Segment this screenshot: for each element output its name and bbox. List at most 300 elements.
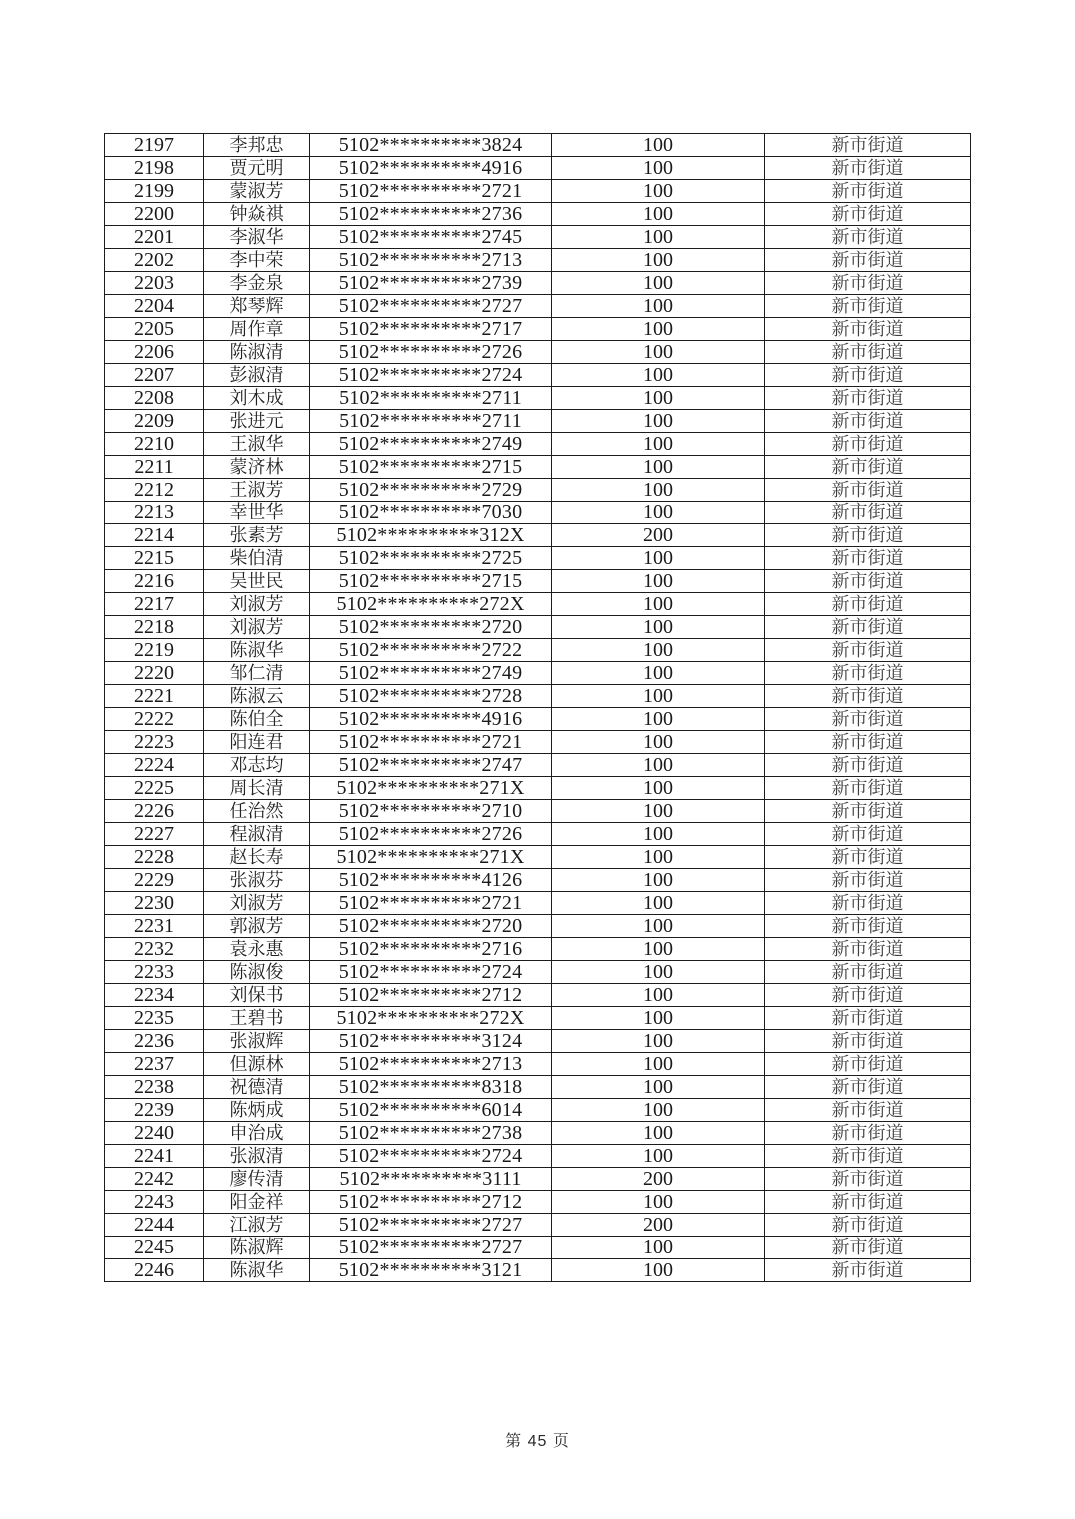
cell-no: 2228 xyxy=(105,846,204,869)
table-row xyxy=(105,1098,971,1121)
table-row xyxy=(105,179,971,202)
cell-id: 5102**********2715 xyxy=(310,455,552,478)
cell-amount: 100 xyxy=(552,800,765,823)
cell-id: 5102**********2745 xyxy=(310,225,552,248)
cell-name: 李淑华 xyxy=(204,225,310,248)
table-row xyxy=(105,685,971,708)
table-row xyxy=(105,891,971,914)
table-row xyxy=(105,823,971,846)
cell-no: 2202 xyxy=(105,248,204,271)
cell-no: 2226 xyxy=(105,800,204,823)
cell-id: 5102**********271X xyxy=(310,777,552,800)
table-row xyxy=(105,846,971,869)
cell-amount: 100 xyxy=(552,937,765,960)
cell-name: 王淑芳 xyxy=(204,478,310,501)
cell-no: 2209 xyxy=(105,409,204,432)
cell-no: 2198 xyxy=(105,156,204,179)
cell-amount: 100 xyxy=(552,386,765,409)
cell-name: 陈伯全 xyxy=(204,708,310,731)
cell-name: 王碧书 xyxy=(204,1006,310,1029)
cell-district: 新市街道 xyxy=(765,800,971,823)
table-row xyxy=(105,1259,971,1282)
cell-amount: 100 xyxy=(552,1190,765,1213)
cell-name: 周长清 xyxy=(204,777,310,800)
cell-no: 2223 xyxy=(105,731,204,754)
table-row xyxy=(105,248,971,271)
cell-amount: 100 xyxy=(552,363,765,386)
cell-district: 新市街道 xyxy=(765,1190,971,1213)
cell-amount: 100 xyxy=(552,616,765,639)
cell-district: 新市街道 xyxy=(765,823,971,846)
cell-amount: 100 xyxy=(552,593,765,616)
cell-name: 申治成 xyxy=(204,1121,310,1144)
cell-id: 5102**********2712 xyxy=(310,983,552,1006)
cell-district: 新市街道 xyxy=(765,960,971,983)
cell-name: 彭淑清 xyxy=(204,363,310,386)
cell-name: 廖传清 xyxy=(204,1167,310,1190)
cell-no: 2224 xyxy=(105,754,204,777)
table-row xyxy=(105,1052,971,1075)
cell-amount: 100 xyxy=(552,754,765,777)
cell-district: 新市街道 xyxy=(765,1259,971,1282)
cell-name: 邹仁清 xyxy=(204,662,310,685)
table-row xyxy=(105,202,971,225)
cell-id: 5102**********271X xyxy=(310,846,552,869)
table-row xyxy=(105,1075,971,1098)
cell-district: 新市街道 xyxy=(765,317,971,340)
cell-district: 新市街道 xyxy=(765,248,971,271)
cell-id: 5102**********3121 xyxy=(310,1259,552,1282)
cell-no: 2219 xyxy=(105,639,204,662)
cell-no: 2208 xyxy=(105,386,204,409)
cell-district: 新市街道 xyxy=(765,1006,971,1029)
cell-district: 新市街道 xyxy=(765,363,971,386)
cell-no: 2227 xyxy=(105,823,204,846)
cell-no: 2234 xyxy=(105,983,204,1006)
cell-amount: 100 xyxy=(552,271,765,294)
cell-name: 钟焱祺 xyxy=(204,202,310,225)
table-row xyxy=(105,409,971,432)
cell-id: 5102**********3124 xyxy=(310,1029,552,1052)
cell-district: 新市街道 xyxy=(765,271,971,294)
cell-amount: 100 xyxy=(552,179,765,202)
cell-no: 2215 xyxy=(105,547,204,570)
cell-no: 2220 xyxy=(105,662,204,685)
cell-district: 新市街道 xyxy=(765,478,971,501)
cell-name: 刘保书 xyxy=(204,983,310,1006)
cell-no: 2216 xyxy=(105,570,204,593)
cell-name: 任治然 xyxy=(204,800,310,823)
cell-id: 5102**********2721 xyxy=(310,891,552,914)
table-row xyxy=(105,363,971,386)
cell-id: 5102**********272X xyxy=(310,593,552,616)
cell-amount: 200 xyxy=(552,1213,765,1236)
cell-id: 5102**********8318 xyxy=(310,1075,552,1098)
cell-district: 新市街道 xyxy=(765,914,971,937)
cell-amount: 100 xyxy=(552,1029,765,1052)
cell-amount: 100 xyxy=(552,340,765,363)
cell-district: 新市街道 xyxy=(765,202,971,225)
table-row xyxy=(105,156,971,179)
cell-district: 新市街道 xyxy=(765,937,971,960)
table-row xyxy=(105,983,971,1006)
cell-no: 2199 xyxy=(105,179,204,202)
cell-id: 5102**********2717 xyxy=(310,317,552,340)
cell-no: 2235 xyxy=(105,1006,204,1029)
cell-amount: 200 xyxy=(552,1167,765,1190)
cell-id: 5102**********2725 xyxy=(310,547,552,570)
cell-amount: 100 xyxy=(552,156,765,179)
cell-id: 5102**********2711 xyxy=(310,409,552,432)
cell-name: 李邦忠 xyxy=(204,134,310,157)
cell-no: 2210 xyxy=(105,432,204,455)
cell-district: 新市街道 xyxy=(765,846,971,869)
cell-no: 2221 xyxy=(105,685,204,708)
cell-id: 5102**********6014 xyxy=(310,1098,552,1121)
table-row xyxy=(105,524,971,547)
cell-amount: 100 xyxy=(552,685,765,708)
cell-id: 5102**********312X xyxy=(310,524,552,547)
table-row xyxy=(105,271,971,294)
cell-name: 袁永惠 xyxy=(204,937,310,960)
cell-no: 2245 xyxy=(105,1236,204,1259)
cell-no: 2246 xyxy=(105,1259,204,1282)
cell-id: 5102**********2724 xyxy=(310,363,552,386)
cell-amount: 100 xyxy=(552,1098,765,1121)
cell-no: 2236 xyxy=(105,1029,204,1052)
cell-no: 2213 xyxy=(105,501,204,524)
table-row xyxy=(105,432,971,455)
cell-amount: 100 xyxy=(552,708,765,731)
cell-name: 张素芳 xyxy=(204,524,310,547)
table-row xyxy=(105,1190,971,1213)
cell-name: 刘木成 xyxy=(204,386,310,409)
cell-no: 2242 xyxy=(105,1167,204,1190)
table-row xyxy=(105,800,971,823)
cell-amount: 100 xyxy=(552,777,765,800)
cell-name: 江淑芳 xyxy=(204,1213,310,1236)
cell-id: 5102**********2724 xyxy=(310,960,552,983)
records-table-body xyxy=(105,134,971,1282)
cell-amount: 100 xyxy=(552,317,765,340)
cell-district: 新市街道 xyxy=(765,869,971,892)
cell-id: 5102**********2726 xyxy=(310,340,552,363)
table-row xyxy=(105,1029,971,1052)
cell-no: 2237 xyxy=(105,1052,204,1075)
cell-district: 新市街道 xyxy=(765,294,971,317)
cell-name: 郭淑芳 xyxy=(204,914,310,937)
cell-district: 新市街道 xyxy=(765,1029,971,1052)
cell-name: 张淑辉 xyxy=(204,1029,310,1052)
cell-amount: 100 xyxy=(552,869,765,892)
cell-amount: 100 xyxy=(552,1236,765,1259)
cell-name: 赵长寿 xyxy=(204,846,310,869)
cell-amount: 100 xyxy=(552,455,765,478)
cell-district: 新市街道 xyxy=(765,547,971,570)
cell-amount: 100 xyxy=(552,134,765,157)
table-row xyxy=(105,1006,971,1029)
cell-district: 新市街道 xyxy=(765,983,971,1006)
cell-no: 2214 xyxy=(105,524,204,547)
cell-id: 5102**********2749 xyxy=(310,662,552,685)
cell-name: 阳连君 xyxy=(204,731,310,754)
cell-id: 5102**********7030 xyxy=(310,501,552,524)
cell-district: 新市街道 xyxy=(765,754,971,777)
table-row xyxy=(105,754,971,777)
cell-amount: 100 xyxy=(552,1006,765,1029)
table-row xyxy=(105,777,971,800)
table-row xyxy=(105,317,971,340)
cell-district: 新市街道 xyxy=(765,1052,971,1075)
cell-no: 2206 xyxy=(105,340,204,363)
cell-id: 5102**********2727 xyxy=(310,1213,552,1236)
table-row xyxy=(105,570,971,593)
cell-id: 5102**********4916 xyxy=(310,156,552,179)
cell-district: 新市街道 xyxy=(765,891,971,914)
cell-name: 幸世华 xyxy=(204,501,310,524)
cell-district: 新市街道 xyxy=(765,501,971,524)
cell-name: 刘淑芳 xyxy=(204,891,310,914)
cell-district: 新市街道 xyxy=(765,1098,971,1121)
cell-amount: 100 xyxy=(552,846,765,869)
cell-amount: 100 xyxy=(552,409,765,432)
cell-name: 祝德清 xyxy=(204,1075,310,1098)
cell-name: 李金泉 xyxy=(204,271,310,294)
cell-district: 新市街道 xyxy=(765,685,971,708)
cell-amount: 100 xyxy=(552,731,765,754)
cell-amount: 100 xyxy=(552,639,765,662)
table-row xyxy=(105,386,971,409)
table-row xyxy=(105,731,971,754)
cell-id: 5102**********3111 xyxy=(310,1167,552,1190)
cell-name: 王淑华 xyxy=(204,432,310,455)
cell-district: 新市街道 xyxy=(765,570,971,593)
cell-id: 5102**********2736 xyxy=(310,202,552,225)
records-table xyxy=(104,133,971,1282)
cell-id: 5102**********4126 xyxy=(310,869,552,892)
cell-no: 2238 xyxy=(105,1075,204,1098)
cell-name: 陈淑华 xyxy=(204,639,310,662)
cell-district: 新市街道 xyxy=(765,1144,971,1167)
cell-name: 张淑清 xyxy=(204,1144,310,1167)
cell-name: 李中荣 xyxy=(204,248,310,271)
cell-amount: 100 xyxy=(552,960,765,983)
page-number-footer: 第 45 页 xyxy=(505,1433,570,1450)
cell-no: 2201 xyxy=(105,225,204,248)
cell-id: 5102**********2721 xyxy=(310,179,552,202)
cell-no: 2230 xyxy=(105,891,204,914)
table-row xyxy=(105,1236,971,1259)
cell-id: 5102**********272X xyxy=(310,1006,552,1029)
cell-amount: 100 xyxy=(552,294,765,317)
table-row xyxy=(105,501,971,524)
cell-name: 贾元明 xyxy=(204,156,310,179)
cell-district: 新市街道 xyxy=(765,1167,971,1190)
table-row xyxy=(105,478,971,501)
cell-no: 2218 xyxy=(105,616,204,639)
cell-district: 新市街道 xyxy=(765,1121,971,1144)
cell-amount: 100 xyxy=(552,547,765,570)
cell-name: 陈淑俊 xyxy=(204,960,310,983)
cell-no: 2203 xyxy=(105,271,204,294)
table-row xyxy=(105,937,971,960)
cell-id: 5102**********2728 xyxy=(310,685,552,708)
cell-district: 新市街道 xyxy=(765,432,971,455)
cell-district: 新市街道 xyxy=(765,340,971,363)
cell-amount: 100 xyxy=(552,914,765,937)
cell-amount: 100 xyxy=(552,225,765,248)
cell-no: 2233 xyxy=(105,960,204,983)
cell-name: 阳金祥 xyxy=(204,1190,310,1213)
cell-id: 5102**********3824 xyxy=(310,134,552,157)
cell-no: 2244 xyxy=(105,1213,204,1236)
table-row xyxy=(105,294,971,317)
cell-id: 5102**********2716 xyxy=(310,937,552,960)
table-row xyxy=(105,340,971,363)
cell-no: 2217 xyxy=(105,593,204,616)
cell-amount: 100 xyxy=(552,1144,765,1167)
cell-id: 5102**********2747 xyxy=(310,754,552,777)
cell-amount: 100 xyxy=(552,662,765,685)
cell-name: 柴伯清 xyxy=(204,547,310,570)
table-row xyxy=(105,1121,971,1144)
cell-name: 郑琴辉 xyxy=(204,294,310,317)
table-row xyxy=(105,662,971,685)
cell-id: 5102**********2715 xyxy=(310,570,552,593)
cell-id: 5102**********2711 xyxy=(310,386,552,409)
cell-district: 新市街道 xyxy=(765,1213,971,1236)
cell-name: 刘淑芳 xyxy=(204,616,310,639)
cell-no: 2207 xyxy=(105,363,204,386)
table-row xyxy=(105,708,971,731)
cell-id: 5102**********2721 xyxy=(310,731,552,754)
cell-district: 新市街道 xyxy=(765,1075,971,1098)
cell-id: 5102**********2720 xyxy=(310,616,552,639)
cell-amount: 100 xyxy=(552,202,765,225)
cell-name: 张进元 xyxy=(204,409,310,432)
cell-name: 但源林 xyxy=(204,1052,310,1075)
cell-amount: 100 xyxy=(552,1259,765,1282)
cell-amount: 100 xyxy=(552,983,765,1006)
cell-amount: 100 xyxy=(552,1121,765,1144)
cell-id: 5102**********2713 xyxy=(310,248,552,271)
cell-name: 周作章 xyxy=(204,317,310,340)
cell-district: 新市街道 xyxy=(765,409,971,432)
cell-district: 新市街道 xyxy=(765,134,971,157)
cell-amount: 100 xyxy=(552,478,765,501)
cell-id: 5102**********4916 xyxy=(310,708,552,731)
cell-district: 新市街道 xyxy=(765,593,971,616)
table-row xyxy=(105,593,971,616)
table-row xyxy=(105,455,971,478)
cell-id: 5102**********2724 xyxy=(310,1144,552,1167)
cell-no: 2204 xyxy=(105,294,204,317)
cell-name: 陈淑辉 xyxy=(204,1236,310,1259)
cell-amount: 100 xyxy=(552,432,765,455)
cell-id: 5102**********2739 xyxy=(310,271,552,294)
cell-amount: 100 xyxy=(552,570,765,593)
cell-name: 陈淑华 xyxy=(204,1259,310,1282)
cell-district: 新市街道 xyxy=(765,616,971,639)
cell-district: 新市街道 xyxy=(765,524,971,547)
cell-amount: 100 xyxy=(552,1075,765,1098)
cell-district: 新市街道 xyxy=(765,777,971,800)
cell-no: 2231 xyxy=(105,914,204,937)
table-row xyxy=(105,869,971,892)
cell-district: 新市街道 xyxy=(765,662,971,685)
cell-name: 陈淑清 xyxy=(204,340,310,363)
cell-name: 张淑芬 xyxy=(204,869,310,892)
cell-id: 5102**********2749 xyxy=(310,432,552,455)
cell-name: 程淑清 xyxy=(204,823,310,846)
cell-name: 邓志均 xyxy=(204,754,310,777)
cell-district: 新市街道 xyxy=(765,179,971,202)
table-row xyxy=(105,914,971,937)
cell-id: 5102**********2726 xyxy=(310,823,552,846)
table-row xyxy=(105,960,971,983)
cell-name: 陈淑云 xyxy=(204,685,310,708)
cell-no: 2229 xyxy=(105,869,204,892)
table-row xyxy=(105,1167,971,1190)
cell-id: 5102**********2710 xyxy=(310,800,552,823)
cell-id: 5102**********2722 xyxy=(310,639,552,662)
table-row xyxy=(105,1144,971,1167)
table-row xyxy=(105,639,971,662)
cell-district: 新市街道 xyxy=(765,225,971,248)
cell-no: 2243 xyxy=(105,1190,204,1213)
cell-no: 2205 xyxy=(105,317,204,340)
cell-no: 2211 xyxy=(105,455,204,478)
cell-no: 2200 xyxy=(105,202,204,225)
cell-no: 2222 xyxy=(105,708,204,731)
cell-name: 陈炳成 xyxy=(204,1098,310,1121)
cell-name: 蒙济林 xyxy=(204,455,310,478)
cell-id: 5102**********2727 xyxy=(310,294,552,317)
cell-no: 2239 xyxy=(105,1098,204,1121)
cell-amount: 100 xyxy=(552,891,765,914)
cell-amount: 100 xyxy=(552,823,765,846)
table-row xyxy=(105,616,971,639)
cell-amount: 200 xyxy=(552,524,765,547)
cell-no: 2232 xyxy=(105,937,204,960)
cell-no: 2241 xyxy=(105,1144,204,1167)
table-row xyxy=(105,134,971,157)
cell-district: 新市街道 xyxy=(765,708,971,731)
cell-name: 吴世民 xyxy=(204,570,310,593)
cell-no: 2225 xyxy=(105,777,204,800)
cell-district: 新市街道 xyxy=(765,639,971,662)
cell-id: 5102**********2727 xyxy=(310,1236,552,1259)
cell-district: 新市街道 xyxy=(765,455,971,478)
cell-name: 蒙淑芳 xyxy=(204,179,310,202)
cell-amount: 100 xyxy=(552,1052,765,1075)
cell-district: 新市街道 xyxy=(765,731,971,754)
cell-id: 5102**********2720 xyxy=(310,914,552,937)
cell-district: 新市街道 xyxy=(765,386,971,409)
cell-no: 2212 xyxy=(105,478,204,501)
table-row xyxy=(105,547,971,570)
cell-no: 2240 xyxy=(105,1121,204,1144)
cell-name: 刘淑芳 xyxy=(204,593,310,616)
cell-amount: 100 xyxy=(552,248,765,271)
cell-district: 新市街道 xyxy=(765,1236,971,1259)
cell-id: 5102**********2713 xyxy=(310,1052,552,1075)
cell-district: 新市街道 xyxy=(765,156,971,179)
cell-id: 5102**********2729 xyxy=(310,478,552,501)
table-row xyxy=(105,225,971,248)
cell-id: 5102**********2712 xyxy=(310,1190,552,1213)
cell-amount: 100 xyxy=(552,501,765,524)
